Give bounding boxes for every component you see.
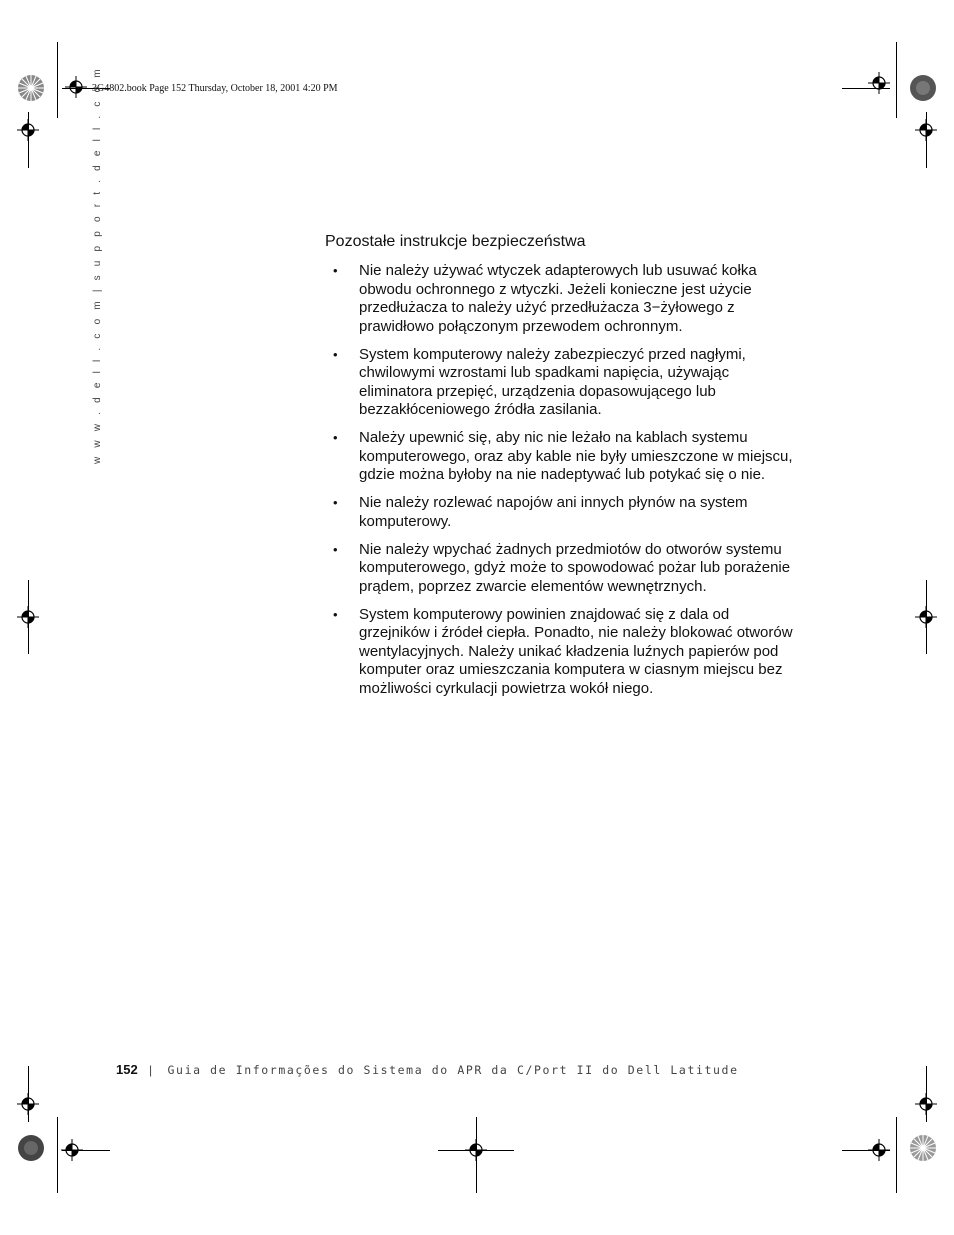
list-item xyxy=(330,541,812,597)
list-item-line: eliminatora przepięć, urządzenia dopasowującego lub xyxy=(359,382,716,400)
list-item xyxy=(330,346,812,420)
print-slug: 3G4802.book Page 152 Thursday, October 18, 2001 4:20 PM xyxy=(92,83,338,94)
list-item-line: komputerowy. xyxy=(359,512,452,530)
list-item-line: chwilowymi wzrostami lub spadkami napięcia, używając xyxy=(359,364,730,381)
list-item-line: Nie należy używać wtyczek adapterowych lub usuwać kołka xyxy=(359,262,757,279)
crop-mark xyxy=(57,42,58,118)
registration-mark-icon xyxy=(16,605,40,629)
section-title: Pozostałe instrukcje bezpieczeństwa xyxy=(325,233,586,250)
list-item-line: komputer oraz umieszczania komputera w ciasnym miejscu bez xyxy=(359,661,783,678)
crop-mark xyxy=(896,1117,897,1193)
bullet-icon: • xyxy=(333,346,338,362)
registration-mark-icon xyxy=(16,118,40,142)
footer-separator: | xyxy=(149,1063,153,1077)
bullet-icon: • xyxy=(333,541,338,557)
list-item-line: Nie należy wpychać żadnych przedmiotów do otworów systemu xyxy=(359,540,782,558)
list-item xyxy=(330,606,812,699)
registration-mark-icon xyxy=(16,1092,40,1116)
list-item xyxy=(330,429,812,485)
star-target-icon xyxy=(909,74,937,102)
list-item-line: System komputerowy powinien znajdować się z dala od xyxy=(359,605,730,623)
list-item-line: komputerowego, oraz aby kable nie były umieszczone w miejscu, xyxy=(359,447,793,465)
list-item-line: bezzakłóceniowego źródła zasilania. xyxy=(359,401,602,418)
page-footer xyxy=(116,1062,739,1077)
list-item-line: Należy upewnić się, aby nic nie leżało na kablach systemu xyxy=(359,429,748,446)
registration-mark-icon xyxy=(914,118,938,142)
bullet-icon: • xyxy=(333,430,338,445)
list-item-line: System komputerowy należy zabezpieczyć przed nagłymi, xyxy=(359,345,746,363)
bullet-icon: • xyxy=(333,606,338,622)
list-item-line: komputerowego, gdyż może to spowodować pożar lub porażenie xyxy=(359,559,791,576)
star-target-icon xyxy=(909,1134,937,1162)
bullet-icon: • xyxy=(333,495,338,510)
list-item-line: grzejników i źródeł ciepła. Ponadto, nie należy blokować otworów xyxy=(359,624,793,641)
registration-mark-icon xyxy=(867,1138,891,1162)
list-item xyxy=(330,494,812,531)
registration-mark-icon xyxy=(867,71,891,95)
list-item-line: przedłużacza to należy użyć przedłużacza 3−żyłowego z xyxy=(359,299,735,316)
registration-mark-icon xyxy=(464,1138,488,1162)
side-url-text: w w w . d e l l . c o m | s u p p o r t . d e l l . c o m xyxy=(92,66,103,464)
crop-mark xyxy=(57,1117,58,1193)
registration-mark-icon xyxy=(60,1138,84,1162)
star-target-icon xyxy=(17,74,45,102)
list-item-line: gdzie można byłoby na nie nadeptywać lub potykać się o nie. xyxy=(359,466,766,483)
page-number: 152 xyxy=(116,1062,138,1077)
safety-instructions-list xyxy=(330,262,812,708)
registration-mark-icon xyxy=(914,605,938,629)
list-item-line: prądem, poprzez zwarcie elementów wewnętrznych. xyxy=(359,577,707,595)
list-item-line: wentylacyjnych. Należy unikać kładzenia luźnych papierów pod xyxy=(359,642,779,660)
list-item-line: obwodu ochronnego z wtyczki. Jeżeli konieczne jest użycie xyxy=(359,280,752,298)
star-target-icon xyxy=(17,1134,45,1162)
crop-mark xyxy=(896,42,897,118)
bullet-icon: • xyxy=(333,263,338,278)
list-item-line: Nie należy rozlewać napojów ani innych płynów na system xyxy=(359,494,748,511)
footer-title: Guia de Informações do Sistema do APR da C/Port II do Dell Latitude xyxy=(167,1063,739,1077)
registration-mark-icon xyxy=(64,75,88,99)
list-item-line: możliwości cyrkulacji powietrza wokół niego. xyxy=(359,679,654,697)
list-item xyxy=(330,262,812,336)
list-item-line: prawidłowo połączonym przewodem ochronnym. xyxy=(359,317,683,335)
registration-mark-icon xyxy=(914,1092,938,1116)
